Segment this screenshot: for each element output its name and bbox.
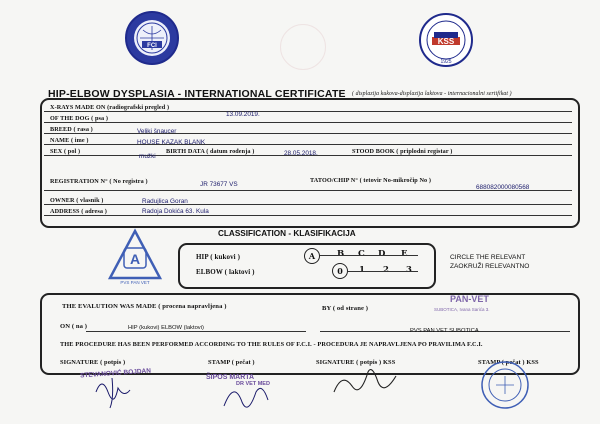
signer-2-name: ŠIPOS MARTA: [206, 374, 255, 381]
owner-value: Radujlica Goran: [142, 198, 188, 205]
birth-label: BIRTH DATA ( datum rođenja ): [166, 148, 255, 155]
signature-label: SIGNATURE ( potpis ): [60, 359, 126, 366]
stood-label: STOOD BOOK ( priplodni registar ): [352, 148, 453, 155]
main-frame: [40, 98, 580, 228]
xrays-value: 13.09.2019.: [226, 111, 260, 118]
signer-2-title: DR VET MED: [236, 381, 270, 387]
triangle-caption: PVS PAN VET: [120, 280, 150, 285]
fci-logo: [124, 10, 180, 66]
owner-label: OWNER ( vlasnik ): [50, 197, 104, 204]
pan-vet-stamp-sub: SUBOTICA, Ivana Sarića 3.: [434, 307, 490, 312]
of-dog-label: OF THE DOG ( psa ): [50, 115, 109, 122]
triangle-letter: A: [129, 251, 141, 267]
registration-value: JR 73677 VS: [200, 181, 238, 188]
breed-value: Veliki šnaucer: [137, 128, 177, 135]
kss-logo-year: 1925: [440, 59, 452, 65]
address-value: Radoja Dokića 63. Kula: [142, 208, 209, 215]
stamp-label: STAMP ( pečat ): [208, 359, 255, 366]
hip-grade-e: E: [401, 249, 408, 259]
circle-relevant-label: CIRCLE THE RELEVANT: [450, 254, 526, 261]
signature-scribble-1: [90, 370, 160, 410]
evaluation-on-label: ON ( na ): [60, 323, 88, 330]
address-label: ADDRESS ( adresa ): [50, 208, 107, 215]
evaluation-on-value: HIP (kukovi) ELBOW (laktovi): [128, 325, 204, 331]
registration-label: REGISTRATION N° ( No registra ): [50, 178, 148, 185]
procedure-text: THE PROCEDURE HAS BEEN PERFORMED ACCORDING TO THE RULES OF F.C.I. - PROCEDURA JE NAPRAVLJENA PO PRAVILIMA F.C.I.: [60, 341, 483, 348]
certificate-title: HIP-ELBOW DYSPLASIA - INTERNATIONAL CERTIFICATE: [48, 88, 346, 100]
hip-grade-a: A: [304, 248, 320, 264]
name-label: NAME ( ime ): [50, 137, 89, 144]
kss-logo: [418, 12, 474, 68]
xrays-label: X-RAYS MADE ON (radiografski pregled ): [50, 104, 170, 111]
breed-label: BREED ( rasa ): [50, 126, 93, 133]
elbow-grade-3: 3: [406, 265, 412, 275]
watermark-seal-top: [280, 24, 326, 70]
elbow-label: ELBOW ( laktovi ): [196, 268, 255, 276]
hip-grade-d: D: [378, 249, 386, 259]
evaluation-made-label: THE EVALUTION WAS MADE ( procena napravljena ): [62, 303, 227, 310]
classification-title: CLASSIFICATION - KLASIFIKACIJA: [218, 229, 356, 238]
hip-grade-b: B: [337, 249, 345, 259]
elbow-grade-2: 2: [383, 265, 389, 275]
kss-logo-center: KSS: [437, 37, 455, 46]
hip-grade-c: C: [358, 249, 365, 259]
triangle-badge: [108, 228, 162, 286]
signer-1-name: STEVANOVIĆ BOJDAN: [79, 367, 152, 380]
signature-scribble-kss: [330, 364, 410, 404]
name-value: HOUSE KAZAK BLANK: [137, 139, 206, 146]
hip-label: HIP ( kukovi ): [196, 253, 240, 261]
stamp-kss-label: STAMP ( pečat ) KSS: [478, 359, 539, 366]
elbow-grade-1: 1: [359, 265, 365, 275]
signature-scribble-2: [220, 376, 280, 416]
elbow-grade-0: 0: [332, 263, 348, 279]
hip-grades: [304, 249, 424, 263]
pan-vet-stamp-title: PAN-VET: [450, 294, 489, 304]
sex-label: SEX ( pol ): [50, 148, 81, 155]
birth-value: 28.05.2018.: [284, 150, 318, 157]
certificate-subtitle: ( displazija kukova-displazija laktova - internacionalni sertifikat ): [352, 91, 512, 97]
sex-value: mužki: [139, 153, 156, 160]
circle-relevant-label-sr: ZAOKRUŽI RELEVANTNO: [450, 263, 530, 270]
tattoo-value: 688082000080568: [476, 184, 530, 191]
fci-logo-center: FCI: [147, 43, 157, 49]
signature-kss-label: SIGNATURE ( potpis ) KSS: [316, 359, 396, 366]
tattoo-label: TATOO/CHIP N° ( tetovir No-mikročip No ): [310, 177, 432, 184]
evaluation-pvs-value: PVS PAN VET SUBOTICA: [410, 328, 479, 334]
kss-round-stamp: [480, 360, 530, 410]
evaluation-by-label: BY ( od strane ): [322, 305, 369, 312]
elbow-grades: [332, 264, 422, 278]
